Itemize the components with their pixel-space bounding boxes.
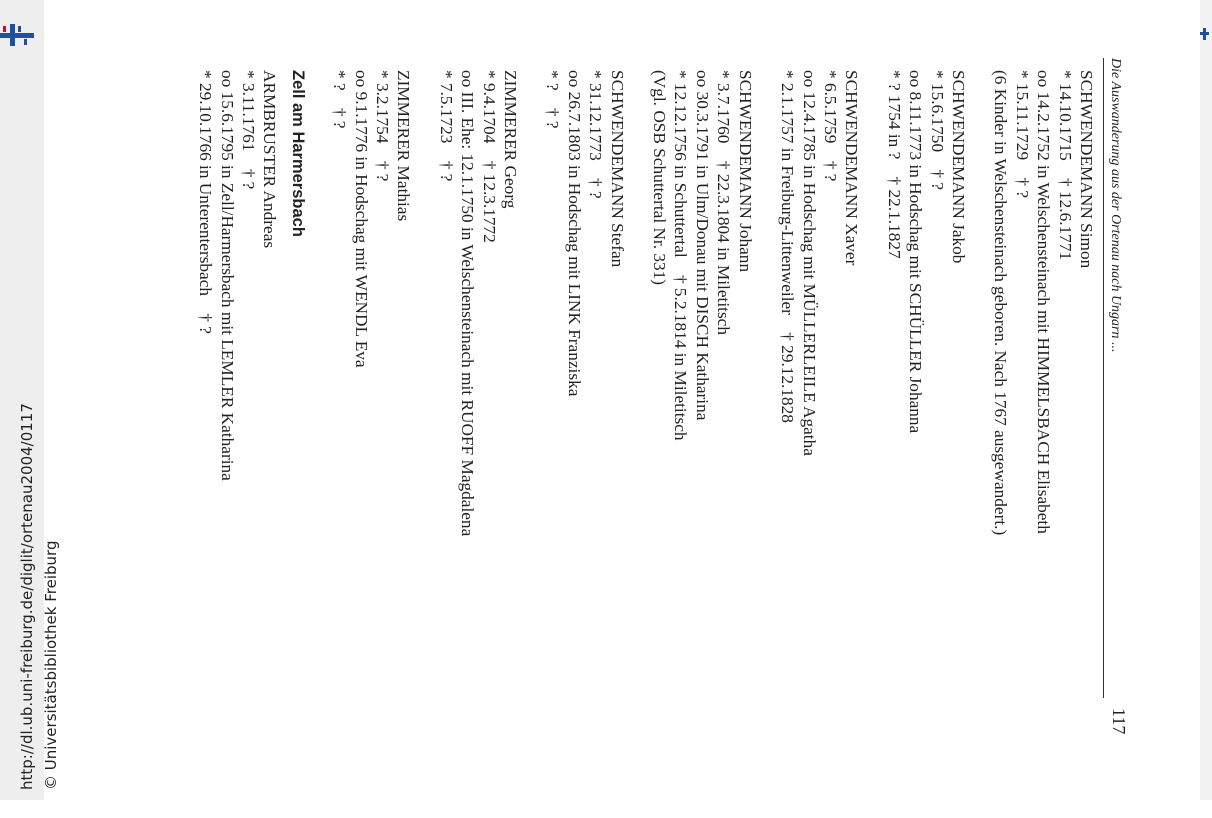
entry-line: oo 30.3.1791 in Ulm/Donau mit DISCH Katharina xyxy=(692,70,712,421)
page-number: 117 xyxy=(1109,708,1129,735)
page-edge-mark-icon xyxy=(1200,28,1210,40)
entry-line: (6 Kinder in Welschensteinach geboren. Nach 1767 ausgewandert.) xyxy=(991,70,1011,536)
entry-line: ZIMMERER Mathias xyxy=(394,70,414,222)
source-url-link[interactable]: http://dl.ub.uni-freiburg.de/diglit/ortenau2004/0117 xyxy=(18,403,36,790)
library-logo-icon xyxy=(0,22,40,48)
genealogy-entry xyxy=(990,70,1097,810)
entry-line: oo 26.7.1803 in Hodschag mit LINK Franziska xyxy=(564,70,584,397)
genealogy-entry xyxy=(777,70,863,810)
entry-line: oo 14.2.1752 in Welschensteinach mit HIMMELSBACH Elisabeth xyxy=(1034,70,1054,534)
entry-line: * 2.1.1757 in Freiburg-Littenweiler † 29.12.1828 xyxy=(778,70,798,423)
entry-line: SCHWENDEMANN Stefan xyxy=(607,70,627,268)
entry-line: oo III. Ehe: 12.1.1750 in Welschensteinach mit RUOFF Magdalena xyxy=(458,70,478,537)
entry-line: * 6.5.1759 † ? xyxy=(820,70,840,182)
entry-line: * 9.4.1704 † 12.3.1772 xyxy=(479,70,499,243)
entry-line: oo 9.1.1776 in Hodschag mit WENDL Eva xyxy=(351,70,371,368)
entry-line: * 3.2.1754 † ? xyxy=(373,70,393,182)
genealogy-entry xyxy=(195,70,281,810)
entry-line: * 15.6.1750 † ? xyxy=(927,70,947,190)
genealogy-entry xyxy=(542,70,628,810)
genealogy-list xyxy=(174,70,1097,810)
genealogy-entry xyxy=(649,70,756,810)
section-heading: Zell am Harmersbach xyxy=(288,70,307,237)
entry-line: SCHWENDEMANN Xaver xyxy=(842,70,862,266)
entry-line: * 31.12.1773 † ? xyxy=(586,70,606,199)
page-content xyxy=(123,58,1129,818)
entry-line: * 3.11.1761 † ? xyxy=(239,70,258,190)
genealogy-entry xyxy=(329,70,415,810)
entry-line: oo 8.11.1773 in Hodschag mit SCHÜLLER Johanna xyxy=(906,70,926,434)
copyright-notice: © Universitätsbibliothek Freiburg xyxy=(42,540,60,790)
entry-line: * 15.11.1729 † ? xyxy=(1012,70,1032,198)
genealogy-entry xyxy=(883,70,969,810)
entry-line: SCHWENDEMANN Jakob xyxy=(948,70,968,264)
genealogy-entry xyxy=(435,70,521,810)
entry-line: oo 12.4.1785 in Hodschag mit MÜLLERLEILE Agatha xyxy=(799,70,819,456)
entry-line: * 29.10.1766 in Unterentersbach † ? xyxy=(196,70,216,334)
entry-line: * 7.5.1723 † ? xyxy=(436,70,456,182)
entry-line: * 14.10.1715 † 12.6.1771 xyxy=(1055,70,1075,261)
right-margin-strip xyxy=(1200,0,1212,800)
entry-line: * ? † ? xyxy=(543,70,563,129)
entry-line: ZIMMERER Georg xyxy=(501,70,521,209)
entry-line: * 12.12.1756 in Schuttertal † 5.2.1814 in Miletitsch xyxy=(671,70,691,441)
entry-line: SCHWENDEMANN Simon xyxy=(1077,70,1096,269)
entry-line: SCHWENDEMANN Johann xyxy=(735,70,755,273)
entry-line: ARMBRUSTER Andreas xyxy=(260,70,280,249)
entry-line: oo 15.6.1795 in Zell/Harmersbach mit LEMLER Katharina xyxy=(217,70,237,481)
entry-line: * 3.7.1760 † 22.3.1804 in Miletitsch xyxy=(714,70,734,335)
entry-line: * ? 1754 in ? † 22.1.1827 xyxy=(884,70,904,259)
entry-line: * ? † ? xyxy=(330,70,350,129)
running-head: Die Auswanderung aus der Ortenau nach Ungarn ... xyxy=(1103,58,1123,698)
entry-line: (Vgl. OSB Schuttertal Nr. 331) xyxy=(650,70,670,286)
